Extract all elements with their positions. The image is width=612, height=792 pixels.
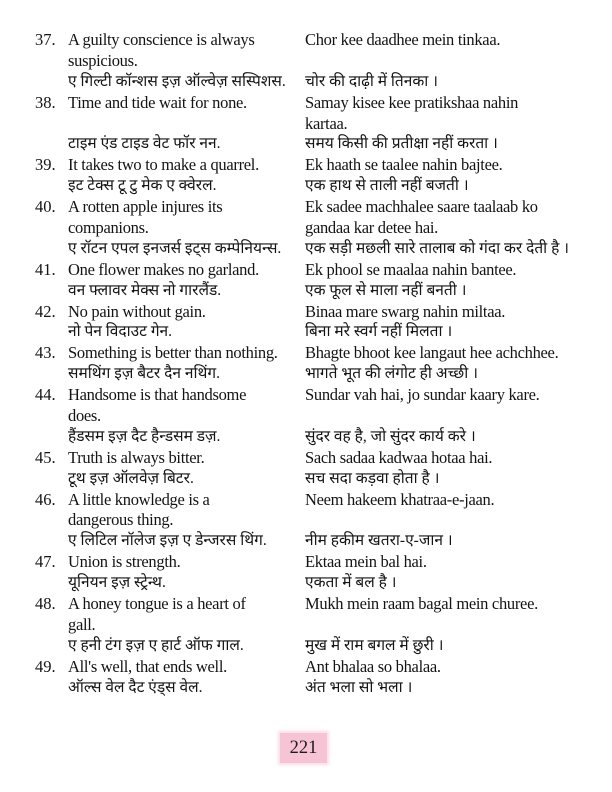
proverb-item [35,490,597,553]
proverb-english-transliteration: ए लिटिल नॉलेज इज़ ए डेन्जरस थिंग. [68,532,267,550]
page-number: 221 [289,737,318,758]
proverb-number-column [35,343,68,364]
proverb-hindi-translation: समय किसी की प्रतीक्षा नहीं करता । [305,135,498,153]
proverb-number-column [35,385,68,406]
column-hindi [305,657,597,699]
proverb-english-transliteration: ए गिल्टी कॉन्शस इज़ ऑल्वेज़ सस्पिशस. [68,72,286,90]
proverb-number: 44. [35,385,56,405]
proverb-hindi-roman-line: Mukh mein raam bagal mein churee. [305,594,538,614]
proverb-hindi-translation: चोर की दाढ़ी में तिनका । [305,72,438,90]
proverb-hindi-roman-line: Neem hakeem khatraa-e-jaan. [305,489,495,509]
proverb-hindi-roman-line [305,406,597,427]
column-hindi [305,260,597,302]
proverb-hindi-translation: अंत भला सो भला । [305,678,413,696]
proverb-english-line: Time and tide wait for none. [68,92,247,112]
proverb-hindi-roman-line: Chor kee daadhee mein tinkaa. [305,30,501,49]
column-english [68,30,305,93]
proverb-number: 47. [35,552,56,572]
proverb-hindi-roman-line [305,51,597,72]
proverb-item [35,385,597,448]
proverb-number-column [35,197,68,218]
column-hindi [305,552,597,594]
proverb-english-line: A rotten apple injures its [68,197,223,217]
proverb-hindi-roman-line: Ek haath se taalee nahin bajtee. [305,155,503,175]
column-english [68,197,305,260]
column-english [68,343,305,385]
proverb-english-line [68,114,305,135]
proverb-number: 41. [35,259,56,279]
proverb-english-transliteration: नो पेन विदाउट गेन. [68,323,173,341]
proverb-english-line: Union is strength. [68,552,181,572]
proverb-english-line: Truth is always bitter. [68,447,205,467]
proverb-item [35,448,597,490]
proverb-hindi-translation: मुख में राम बगल में छुरी । [305,636,444,654]
proverb-hindi-translation: नीम हकीम खतरा-ए-जान । [305,532,453,550]
proverb-english-transliteration: हैंडसम इज़ दैट हैन्डसम डज़. [68,427,221,445]
proverb-number-column [35,448,68,469]
proverb-number-column [35,260,68,281]
proverb-english-transliteration: टाइम एंड टाइड वेट फॉर नन. [68,135,221,153]
proverb-hindi-roman-line: Bhagte bhoot kee langaut hee achchhee. [305,343,559,363]
column-english [68,385,305,448]
proverb-hindi-translation: भागते भूत की लंगोट ही अच्छी । [305,365,478,383]
proverb-english-transliteration: टूथ इज़ ऑलवेज़ बिटर. [68,469,194,487]
proverb-item [35,197,597,260]
proverb-english-line: does. [68,406,101,426]
column-hindi [305,343,597,385]
proverb-number: 46. [35,489,56,509]
column-hindi [305,490,597,553]
column-english [68,594,305,657]
proverb-english-transliteration: यूनियन इज़ स्ट्रेन्थ. [68,574,166,592]
proverb-hindi-roman-line: Sundar vah hai, jo sundar kaary kare. [305,385,540,405]
proverb-item [35,260,597,302]
proverb-hindi-translation: एक हाथ से ताली नहीं बजती । [305,177,469,195]
page-number-badge [280,733,327,763]
proverb-english-transliteration: वन फ्लावर मेक्स नो गारलैंड. [68,281,222,299]
proverb-hindi-roman-line: kartaa. [305,113,348,133]
proverb-hindi-translation: एक सड़ी मछली सारे तालाब को गंदा कर देती है । [305,239,570,257]
proverb-list [35,30,597,699]
proverb-item [35,657,597,699]
proverb-hindi-roman-line: Ek sadee machhalee saare taalaab ko [305,197,538,217]
column-english [68,302,305,344]
proverb-english-line: suspicious. [68,50,138,70]
column-english [68,552,305,594]
proverb-number-column [35,93,68,114]
proverb-number: 48. [35,594,56,614]
proverb-english-transliteration: ऑल्स वेल दैट एंड्स वेल. [68,678,203,696]
proverb-english-transliteration: समथिंग इज़ बैटर दैन नथिंग. [68,365,220,383]
proverb-hindi-roman-line: Ektaa mein bal hai. [305,552,427,572]
proverb-item [35,343,597,385]
proverb-hindi-roman-line: Sach sadaa kadwaa hotaa hai. [305,447,493,467]
proverb-hindi-roman-line: Ek phool se maalaa nahin bantee. [305,259,517,279]
column-english [68,93,305,156]
proverb-number: 45. [35,447,56,467]
proverb-item [35,594,597,657]
proverb-number-column [35,302,68,323]
column-hindi [305,594,597,657]
proverb-english-line: Handsome is that handsome [68,385,247,405]
column-hindi [305,302,597,344]
proverb-number: 42. [35,301,56,321]
proverb-english-line: One flower makes no garland. [68,259,259,279]
column-english [68,448,305,490]
column-hindi [305,448,597,490]
column-english [68,657,305,699]
proverb-english-line: A honey tongue is a heart of [68,594,246,614]
proverb-hindi-roman-line: Samay kisee kee pratikshaa nahin [305,92,519,112]
column-hindi [305,197,597,260]
proverb-english-transliteration: ए हनी टंग इज़ ए हार्ट ऑफ गाल. [68,636,244,654]
proverb-item [35,155,597,197]
proverb-english-line: A little knowledge is a [68,489,210,509]
proverb-english-line: All's well, that ends well. [68,656,227,676]
proverb-hindi-translation: सच सदा कड़वा होता है । [305,469,440,487]
proverb-number-column [35,552,68,573]
proverb-hindi-translation: एकता में बल है । [305,574,397,592]
column-hindi [305,385,597,448]
proverb-hindi-translation: एक फूल से माला नहीं बनती । [305,281,467,299]
column-hindi [305,30,597,93]
proverb-english-line: A guilty conscience is always [68,30,255,49]
proverb-hindi-roman-line [305,510,597,531]
proverb-number: 43. [35,343,56,363]
proverb-number: 40. [35,197,56,217]
proverb-number-column [35,155,68,176]
proverb-hindi-roman-line: Binaa mare swarg nahin miltaa. [305,301,506,321]
proverb-english-transliteration: इट टेक्स टू टु मेक ए क्वेरल. [68,177,217,195]
proverb-item [35,93,597,156]
proverb-english-line: No pain without gain. [68,301,206,321]
proverb-english-line: Something is better than nothing. [68,343,278,363]
proverb-english-transliteration: ए रॉटन एपल इनजर्स इट्स कम्पेनियन्स. [68,239,282,257]
proverb-number: 38. [35,92,56,112]
proverb-number: 49. [35,656,56,676]
proverb-hindi-translation: सुंदर वह है, जो सुंदर कार्य करे । [305,427,476,445]
proverb-item [35,30,597,93]
proverb-hindi-roman-line: Ant bhalaa so bhalaa. [305,656,441,676]
proverb-hindi-roman-line: gandaa kar detee hai. [305,218,438,238]
column-english [68,260,305,302]
proverb-english-line: dangerous thing. [68,510,174,530]
column-english [68,490,305,553]
proverb-item [35,302,597,344]
proverb-number-column [35,657,68,678]
column-english [68,155,305,197]
column-hindi [305,155,597,197]
proverb-hindi-roman-line [305,615,597,636]
proverb-number-column [35,30,68,51]
proverb-number: 37. [35,30,56,49]
proverb-number: 39. [35,155,56,175]
proverb-number-column [35,594,68,615]
proverb-number-column [35,490,68,511]
proverb-english-line: gall. [68,614,96,634]
proverb-english-line: It takes two to make a quarrel. [68,155,259,175]
proverb-english-line: companions. [68,218,149,238]
column-hindi [305,93,597,156]
proverb-item [35,552,597,594]
proverb-hindi-translation: बिना मरे स्वर्ग नहीं मिलता । [305,323,453,341]
